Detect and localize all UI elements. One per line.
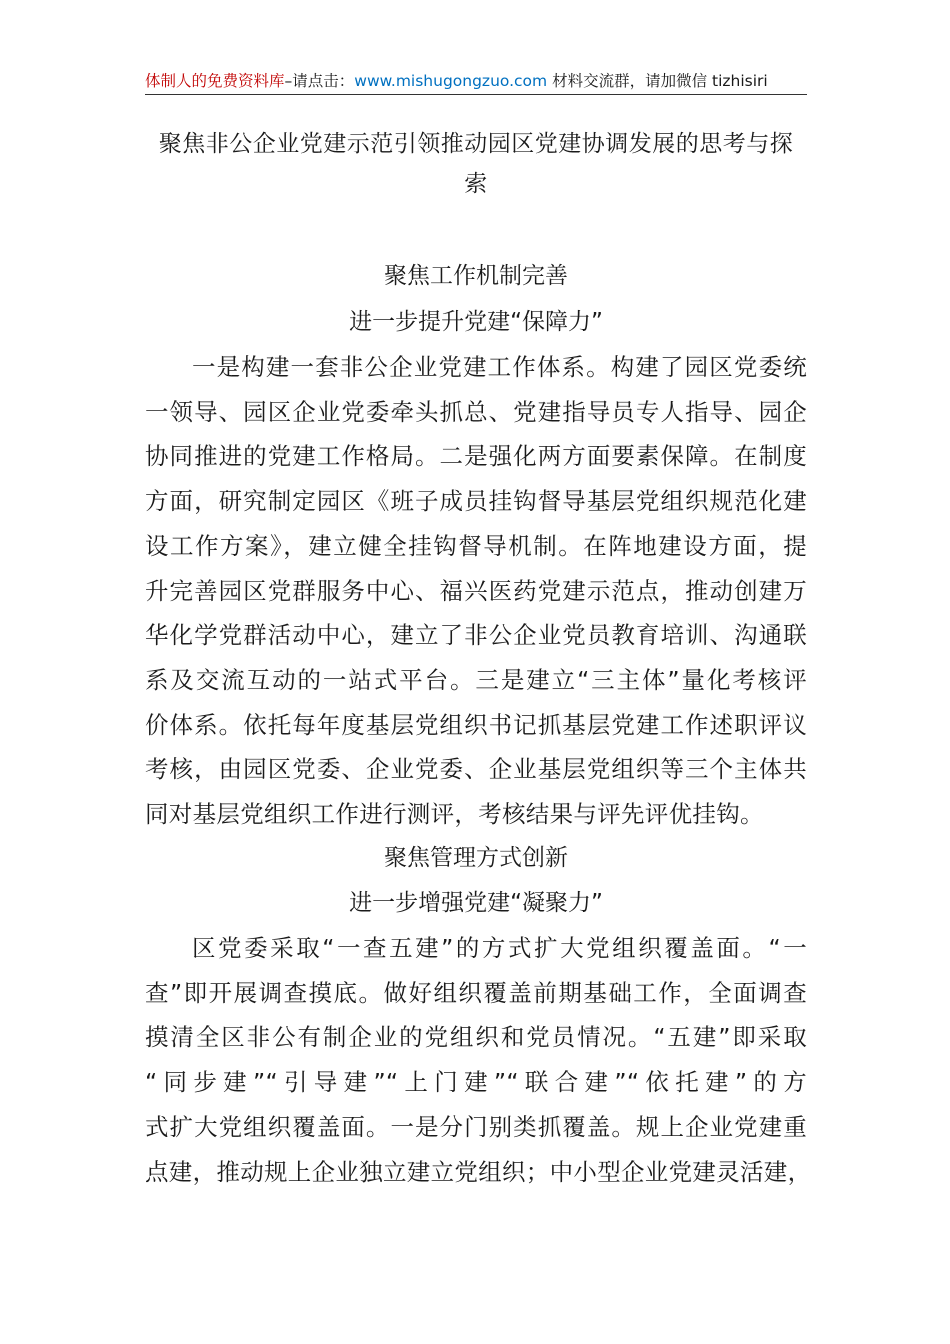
paragraph-line: 设工作方案》，建立健全挂钩督导机制。在阵地建设方面，提 xyxy=(145,531,807,560)
paragraph-line: 升完善园区党群服务中心、福兴医药党建示范点，推动创建万 xyxy=(145,576,807,605)
paragraph-line: 摸清全区非公有制企业的党组织和党员情况。“五建”即采取 xyxy=(145,1023,807,1052)
paragraph-line: 价体系。依托每年度基层党组织书记抓基层党建工作述职评议 xyxy=(145,710,807,739)
paragraph-line: 一是构建一套非公企业党建工作体系。构建了园区党委统 xyxy=(192,353,807,381)
page-header xyxy=(145,68,807,95)
paragraph-line: 一领导、园区企业党委牵头抓总、党建指导员专人指导、园企 xyxy=(145,397,807,426)
section1-heading2: 进一步提升党建“保障力” xyxy=(349,309,603,335)
paragraph-line: 同对基层党组织工作进行测评，考核结果与评先评优挂钩。 xyxy=(145,800,764,829)
paragraph-line: 华化学党群活动中心，建立了非公企业党员教育培训、沟通联 xyxy=(145,621,807,650)
header-url-link[interactable]: www.mishugongzuo.com xyxy=(354,72,548,90)
paragraph-line: 点建，推动规上企业独立建立党组织；中小型企业党建灵活建， xyxy=(145,1157,812,1186)
paragraph-line: 系及交流互动的一站式平台。三是建立“三主体”量化考核评 xyxy=(145,665,807,694)
paragraph-line: 考核，由园区党委、企业党委、企业基层党组织等三个主体共 xyxy=(145,755,807,784)
paragraph-line: 查”即开展调查摸底。做好组织覆盖前期基础工作，全面调查 xyxy=(145,978,807,1007)
paragraph-line: 区党委采取“一查五建”的方式扩大党组织覆盖面。“一 xyxy=(192,934,807,962)
section1-heading1: 聚焦工作机制完善 xyxy=(384,263,568,289)
section2-heading2: 进一步增强党建“凝聚力” xyxy=(349,890,603,916)
header-prompt: –请点击： xyxy=(284,72,355,90)
title-line-2: 索 xyxy=(464,171,488,197)
section2-heading1: 聚焦管理方式创新 xyxy=(384,845,568,871)
section1-paragraph xyxy=(145,345,807,837)
header-brand: 体制人的免费资料库 xyxy=(145,72,285,90)
paragraph-line: 协同推进的党建工作格局。二是强化两方面要素保障。在制度 xyxy=(145,442,807,471)
document-title xyxy=(145,124,807,204)
section2-paragraph xyxy=(145,926,812,1194)
paragraph-line: 方面，研究制定园区《班子成员挂钩督导基层党组织规范化建 xyxy=(145,487,807,516)
header-group-info: 材料交流群，请加微信 tizhisiri xyxy=(547,72,768,90)
paragraph-line: 式扩大党组织覆盖面。一是分门别类抓覆盖。规上企业党建重 xyxy=(145,1112,807,1141)
paragraph-line: “同步建”“引导建”“上门建”“联合建”“依托建”的方 xyxy=(145,1068,807,1097)
title-line-1: 聚焦非公企业党建示范引领推动园区党建协调发展的思考与探 xyxy=(158,131,794,157)
